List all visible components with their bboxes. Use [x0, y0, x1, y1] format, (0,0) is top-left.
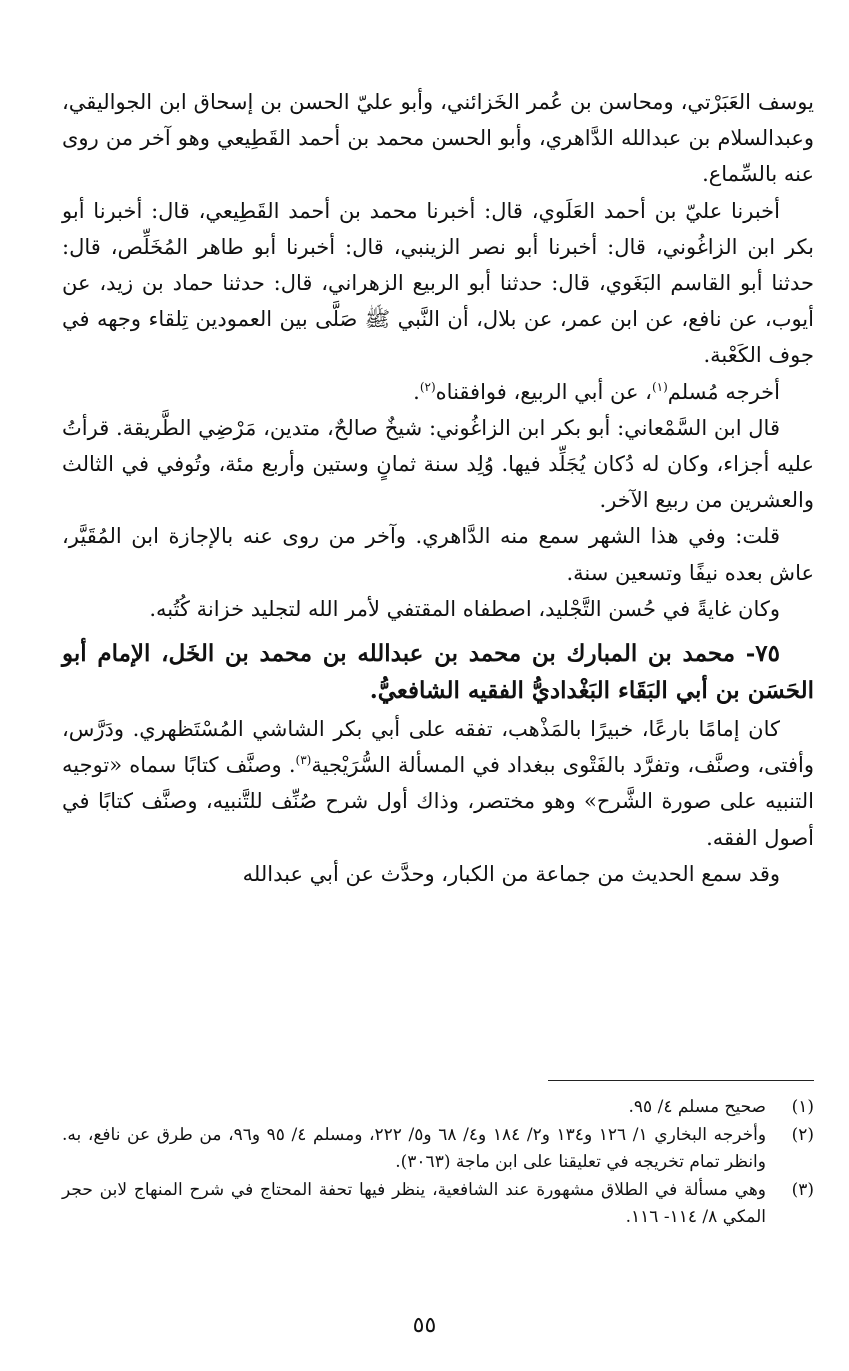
footnote-text: وأخرجه البخاري ١/ ١٢٦ و١٣٤ و٢/ ١٨٤ و٤/ ٦٨ و٥/ ٢٢٢، ومسلم ٤/ ٩٥ و٩٦، من طرق عن نافع، به. وانظر تمام تخريجه في تعليقنا على ابن ماجة (٣٠٦٣).	[62, 1124, 767, 1172]
footnote-ref-1: (١)	[651, 379, 668, 394]
paragraph-tajlid: وكان غايةً في حُسن التَّجْليد، اصطفاه المقتفي لأمر الله لتجليد خزانة كُتُبه.	[149, 596, 780, 621]
paragraph-narrators: يوسف العَبَرْتي، ومحاسن بن عُمر الخَزائني، وأبو عليّ الحسن بن إسحاق ابن الجواليقي، وعبدالسلام بن عبدالله الدَّاهري، وأبو الحسن محمد بن أحمد القَطِيعي وهو آخر من روى عنه بالسِّماع.	[62, 90, 814, 187]
takhrij-text-3: .	[413, 379, 420, 404]
footnote-2	[62, 1122, 814, 1177]
footnote-ref-2: (٢)	[419, 379, 436, 394]
footnote-ref-3: (٣)	[295, 753, 312, 768]
footnote-text: صحيح مسلم ٤/ ٩٥.	[628, 1097, 766, 1117]
paragraph-last: وقد سمع الحديث من جماعة من الكبار، وحدَّث عن أبي عبدالله	[242, 861, 780, 886]
imam-text-1: كان إمامًا بارعًا، خبيرًا بالمَذْهب، تفقه على أبي بكر الشاشي المُسْتَظهري. ودَرَّس، وأفتى، وصنَّف، وتفرَّد بالفَتْوى ببغداد في المسألة السُّرَيْجية	[62, 717, 814, 778]
footnote-3	[62, 1177, 814, 1232]
takhrij-text-2: ، عن أبي الربيع، فوافقناه	[435, 379, 652, 404]
imam-text-2: . وصنَّف كتابًا سماه «توجيه التنبيه على صورة الشَّرح» وهو مختصر، وذاك أول شرح صُنِّف للتَّنبيه، وصنَّف كتابًا في أصول الفقه.	[62, 753, 814, 850]
footnote-text: وهي مسألة في الطلاق مشهورة عند الشافعية، ينظر فيها تحفة المحتاج في شرح المنهاج لابن حجر المكي ٨/ ١١٤- ١١٦.	[62, 1179, 766, 1227]
takhrij-text-1: أخرجه مُسلم	[667, 379, 780, 404]
entry-heading: ٧٥- محمد بن المبارك بن محمد بن عبدالله بن محمد بن الخَل، الإمام أبو الحَسَن بن أبي البَقَاء البَغْداديُّ الفقيه الشافعيُّ.	[62, 640, 814, 705]
paragraph-hadith-chain: أخبرنا عليّ بن أحمد العَلَوي، قال: أخبرنا محمد بن أحمد القَطِيعي، قال: أخبرنا أبو بكر ابن الزاغُوني، قال: أخبرنا أبو نصر الزينبي، قال: أخبرنا أبو طاهر المُخَلِّص، قال: حدثنا أبو القاسم البَغَوي، قال: حدثنا أبو الربيع الزهراني، قال: حدثنا حماد بن زيد، عن أيوب، عن نافع، عن ابن عمر، عن بلال، أن النَّبي ﷺ صَلَّى بين العمودين تِلقاء وجهه في جوف الكَعْبة.	[62, 198, 814, 368]
page-number: ٥٥	[412, 1313, 437, 1338]
paragraph-takhrij	[62, 374, 814, 410]
main-text	[62, 84, 814, 892]
footnote-number: (٣)	[791, 1179, 814, 1200]
footnote-divider	[548, 1080, 814, 1081]
footnote-number: (٢)	[791, 1124, 814, 1145]
paragraph-ibn-samani: قال ابن السَّمْعاني: أبو بكر ابن الزاغُوني: شيخٌ صالحٌ، متدين، مَرْضِي الطَّريقة. قرأتُ عليه أجزاء، وكان له دُكان يُجَلِّد فيها. وُلِد سنة ثمانٍ وستين وأربع مئة، وتُوفي في الثالث والعشرين من ربيع الآخر.	[62, 415, 814, 513]
body-text	[62, 84, 814, 892]
footnote-number: (١)	[791, 1097, 814, 1117]
footnotes	[62, 1094, 814, 1232]
paragraph-imam	[62, 711, 814, 856]
paragraph-qultu: قلت: وفي هذا الشهر سمع منه الدَّاهري. وآخر من روى عنه بالإجازة ابن المُقَيَّر، عاش بعده نيفًا وتسعين سنة.	[62, 524, 814, 585]
footnote-1	[62, 1094, 814, 1122]
